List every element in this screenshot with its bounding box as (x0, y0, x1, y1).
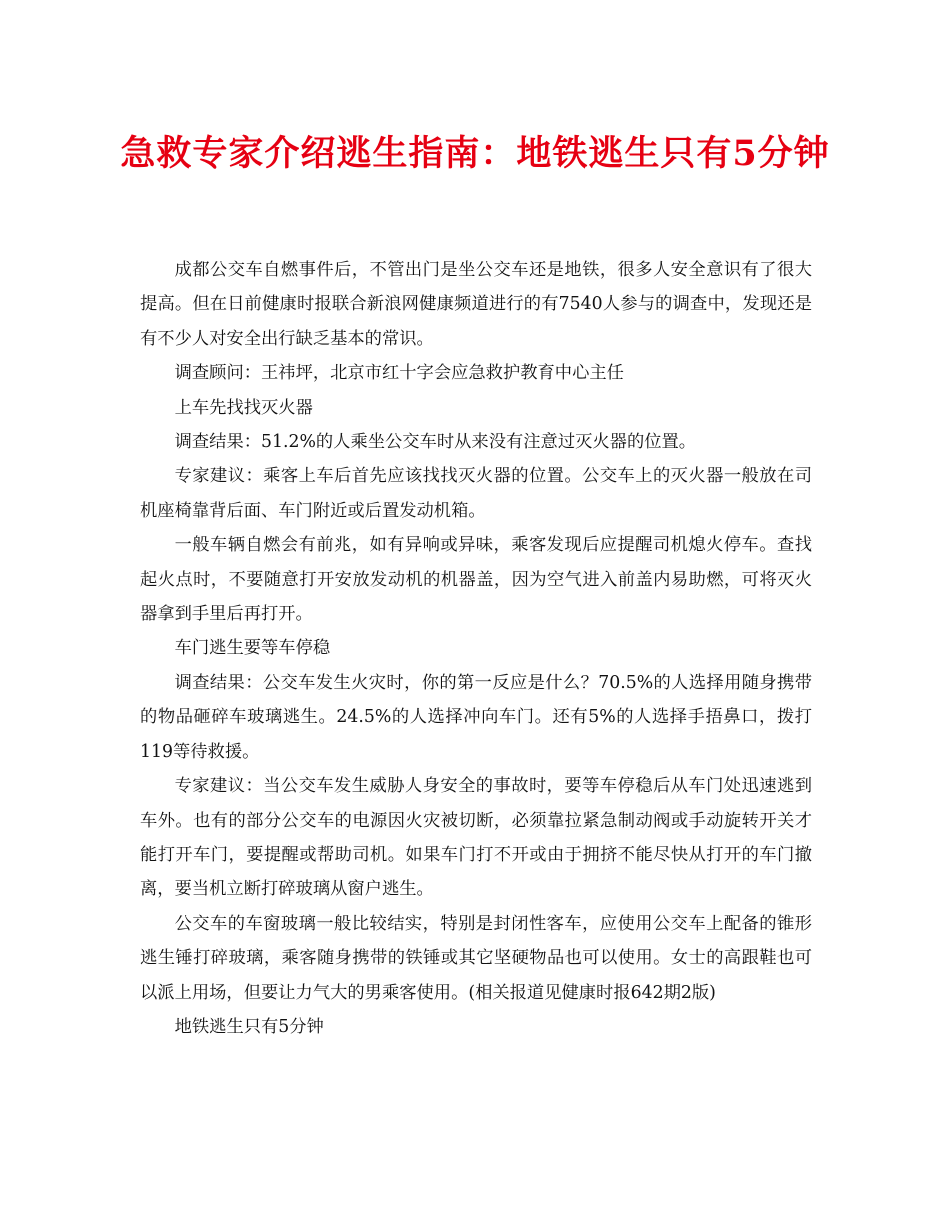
paragraph: 专家建议：当公交车发生威胁人身安全的事故时，要等车停稳后从车门处迅速逃到车外。也有的部分公交车的电源因火灾被切断，必须靠拉紧急制动阀或手动旋转开关才能打开车门，要提醒或帮助司机。如果车门打不开或由于拥挤不能尽快从打开的车门撤离，要当机立断打碎玻璃从窗户逃生。 (140, 776, 812, 900)
paragraph: 调查结果：公交车发生火灾时，你的第一反应是什么？70.5%的人选择用随身携带的物品砸碎车玻璃逃生。24.5%的人选择冲向车门。还有5%的人选择手捂鼻口，拨打119等待救援。 (140, 672, 812, 762)
section-heading: 地铁逃生只有5分钟 (174, 1016, 324, 1037)
section-heading: 上车先找找灭火器 (174, 397, 313, 418)
section-heading: 车门逃生要等车停稳 (174, 638, 331, 659)
paragraph: 调查结果：51.2%的人乘坐公交车时从来没有注意过灭火器的位置。 (174, 432, 697, 453)
document-title: 急救专家介绍逃生指南：地铁逃生只有5分钟 (120, 133, 830, 174)
paragraph: 调查顾问：王祎坪，北京市红十字会应急救护教育中心主任 (174, 363, 624, 384)
paragraph: 专家建议：乘客上车后首先应该找找灭火器的位置。公交车上的灭火器一般放在司机座椅靠背后面、车门附近或后置发动机箱。 (140, 466, 812, 521)
document-body (140, 253, 812, 1044)
paragraph: 公交车的车窗玻璃一般比较结实，特别是封闭性客车，应使用公交车上配备的锥形逃生锤打碎玻璃，乘客随身携带的铁锤或其它坚硬物品也可以使用。女士的高跟鞋也可以派上用场，但要让力气大的男乘客使用。(相关报道见健康时报642期2版) (140, 913, 812, 1003)
paragraph: 成都公交车自燃事件后，不管出门是坐公交车还是地铁，很多人安全意识有了很大提高。但在日前健康时报联合新浪网健康频道进行的有7540人参与的调查中，发现还是有不少人对安全出行缺乏基本的常识。 (140, 260, 812, 349)
paragraph: 一般车辆自燃会有前兆，如有异响或异味，乘客发现后应提醒司机熄火停车。查找起火点时，不要随意打开安放发动机的机器盖，因为空气进入前盖内易助燃，可将灭火器拿到手里后再打开。 (140, 535, 812, 625)
